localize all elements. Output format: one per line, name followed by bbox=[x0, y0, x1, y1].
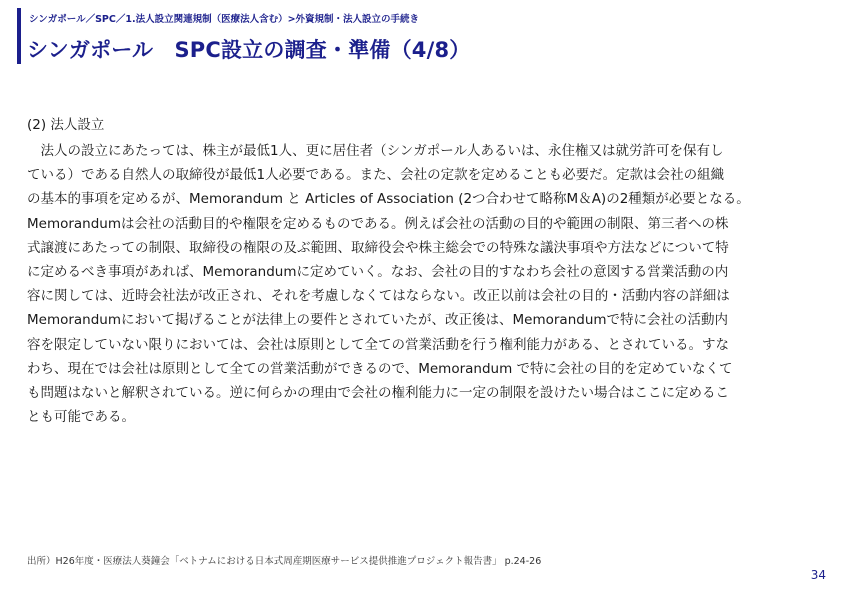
body-line: 式譲渡にあたっての制限、取締役の権限の及ぶ範囲、取締役会や株主総会での特殊な議決事項や方法などについて特 bbox=[27, 239, 729, 256]
body-line: 容に関しては、近時会社法が改正され、それを考慮しなくてはならない。改正以前は会社の目的・活動内容の詳細は bbox=[27, 288, 730, 305]
body-line: 法人の設立にあたっては、株主が最低1人、更に居住者（シンガポール人あるいは、永住権又は就労許可を保有し bbox=[27, 143, 724, 159]
page-title: シンガポール SPC設立の調査・準備（4/8） bbox=[27, 38, 471, 62]
section-heading: (2) 法人設立 bbox=[27, 117, 105, 133]
body-paragraph bbox=[27, 139, 750, 429]
body-line: の基本的事項を定めるが、Memorandum と Articles of Association (2つ合わせて略称M＆A)の2種類が必要となる。 bbox=[27, 191, 750, 208]
body-line: Memorandumにおいて掲げることが法律上の要件とされていたが、改正後は、Memorandumで特に会社の活動内 bbox=[27, 312, 729, 329]
breadcrumb: シンガポール／SPC／1.法人設立関連規制（医療法人含む）>外資規制・法人設立の手続き bbox=[29, 14, 420, 25]
body-line: も問題はないと解釈されている。逆に何らかの理由で会社の権利能力に一定の制限を設けたい場合はここに定めるこ bbox=[27, 384, 729, 401]
page-number: 34 bbox=[810, 568, 826, 582]
body-line: とも可能である。 bbox=[27, 409, 135, 426]
body-line: 容を限定していない限りにおいては、会社は原則として全ての営業活動を行う権利能力がある、とされている。すな bbox=[27, 336, 729, 353]
source-footnote: 出所）H26年度・医療法人葵鐘会「ベトナムにおける日本式周産期医療サービス提供推進プロジェクト報告書」 p.24-26 bbox=[27, 556, 542, 567]
body-line: Memorandumは会社の活動目的や権限を定めるものである。例えば会社の活動の目的や範囲の制限、第三者への株 bbox=[27, 215, 729, 232]
body-line: に定めるべき事項があれば、Memorandumに定めていく。なお、会社の目的すなわち会社の意図する営業活動の内 bbox=[27, 263, 729, 280]
title-accent-bar bbox=[17, 8, 21, 64]
body-line: ている）である自然人の取締役が最低1人必要である。また、会社の定款を定めることも必要だ。定款は会社の組織 bbox=[27, 167, 725, 184]
body-line: わち、現在では会社は原則として全ての営業活動ができるので、Memorandum で特に会社の目的を定めていなくて bbox=[27, 360, 733, 377]
